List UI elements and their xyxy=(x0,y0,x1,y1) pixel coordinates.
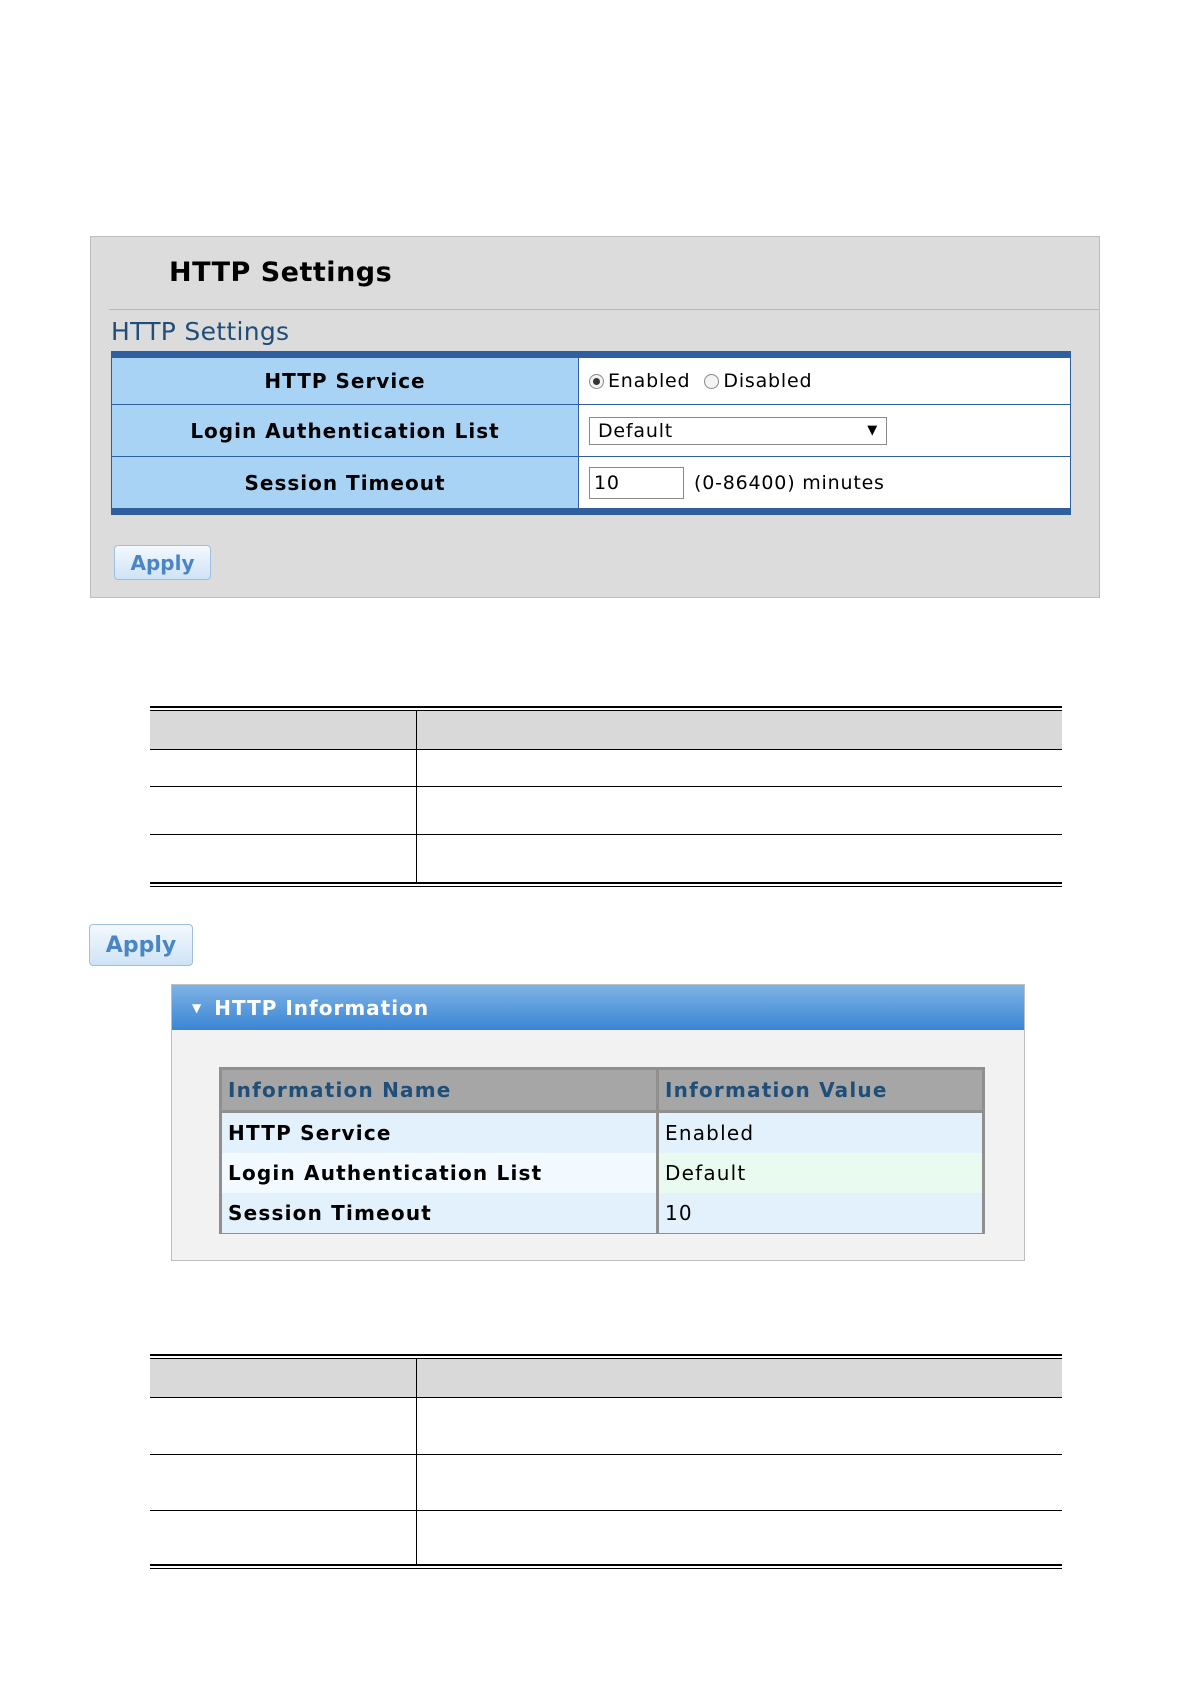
table-row-divider xyxy=(150,786,1062,787)
info-panel-header[interactable] xyxy=(172,985,1024,1030)
info-table xyxy=(219,1067,985,1234)
section-heading: HTTP Settings xyxy=(111,317,290,346)
login-auth-label: Login Authentication List xyxy=(112,405,579,456)
http-information-panel xyxy=(171,984,1025,1261)
login-auth-select[interactable] xyxy=(589,417,887,445)
settings-table xyxy=(111,351,1071,515)
table-row-divider xyxy=(150,1454,1062,1455)
table-bottom-rule xyxy=(150,886,1062,887)
table-top-rule xyxy=(150,706,1062,708)
info-table-header xyxy=(222,1070,982,1113)
http-service-label: HTTP Service xyxy=(112,358,579,404)
table-header xyxy=(150,710,1062,750)
description-table-2 xyxy=(150,1354,1062,1572)
description-table-1 xyxy=(150,706,1062,888)
table-row xyxy=(222,1113,982,1156)
disabled-radio[interactable] xyxy=(704,374,719,389)
apply-button-standalone[interactable]: Apply xyxy=(89,924,193,966)
table-bottom-rule xyxy=(150,1568,1062,1569)
dropdown-arrow-icon: ▼ xyxy=(867,423,878,438)
apply-button[interactable]: Apply xyxy=(114,545,211,580)
table-row-divider xyxy=(150,834,1062,835)
collapse-caret-icon[interactable]: ▼ xyxy=(192,1000,203,1015)
table-column-divider xyxy=(416,1358,417,1566)
session-timeout-row xyxy=(112,456,1070,508)
session-timeout-value-cell xyxy=(579,457,1070,508)
info-panel-title: HTTP Information xyxy=(214,995,430,1020)
info-name-cell: HTTP Service xyxy=(222,1113,659,1153)
table-column-divider xyxy=(416,710,417,884)
table-row xyxy=(222,1193,982,1233)
table-row-divider xyxy=(150,1510,1062,1511)
info-name-cell: Session Timeout xyxy=(222,1193,659,1233)
table-header xyxy=(150,1358,1062,1398)
http-settings-panel xyxy=(90,236,1100,598)
login-auth-row xyxy=(112,404,1070,456)
login-auth-value-cell xyxy=(579,405,1070,456)
table-bottom-rule xyxy=(150,1564,1062,1566)
info-col-name-header: Information Name xyxy=(222,1070,659,1110)
page-title: HTTP Settings xyxy=(169,257,393,288)
http-service-options xyxy=(579,358,1070,404)
login-auth-selected-value: Default xyxy=(598,419,674,442)
info-value-cell: 10 xyxy=(665,1201,693,1225)
session-timeout-input[interactable]: 10 xyxy=(589,467,684,499)
session-timeout-hint: (0-86400) minutes xyxy=(694,471,885,494)
info-name-cell: Login Authentication List xyxy=(222,1153,659,1193)
session-timeout-label: Session Timeout xyxy=(112,457,579,508)
enabled-radio[interactable] xyxy=(589,374,604,389)
table-top-rule xyxy=(150,1354,1062,1356)
info-col-value-header: Information Value xyxy=(665,1078,888,1102)
info-value-cell: Default xyxy=(659,1153,982,1193)
info-value-cell: Enabled xyxy=(665,1121,755,1145)
table-bottom-rule xyxy=(150,882,1062,884)
table-row xyxy=(222,1153,982,1196)
http-service-row xyxy=(112,358,1070,404)
disabled-radio-label[interactable]: Disabled xyxy=(723,370,813,392)
title-divider xyxy=(109,309,1099,310)
enabled-radio-label[interactable]: Enabled xyxy=(608,370,691,392)
